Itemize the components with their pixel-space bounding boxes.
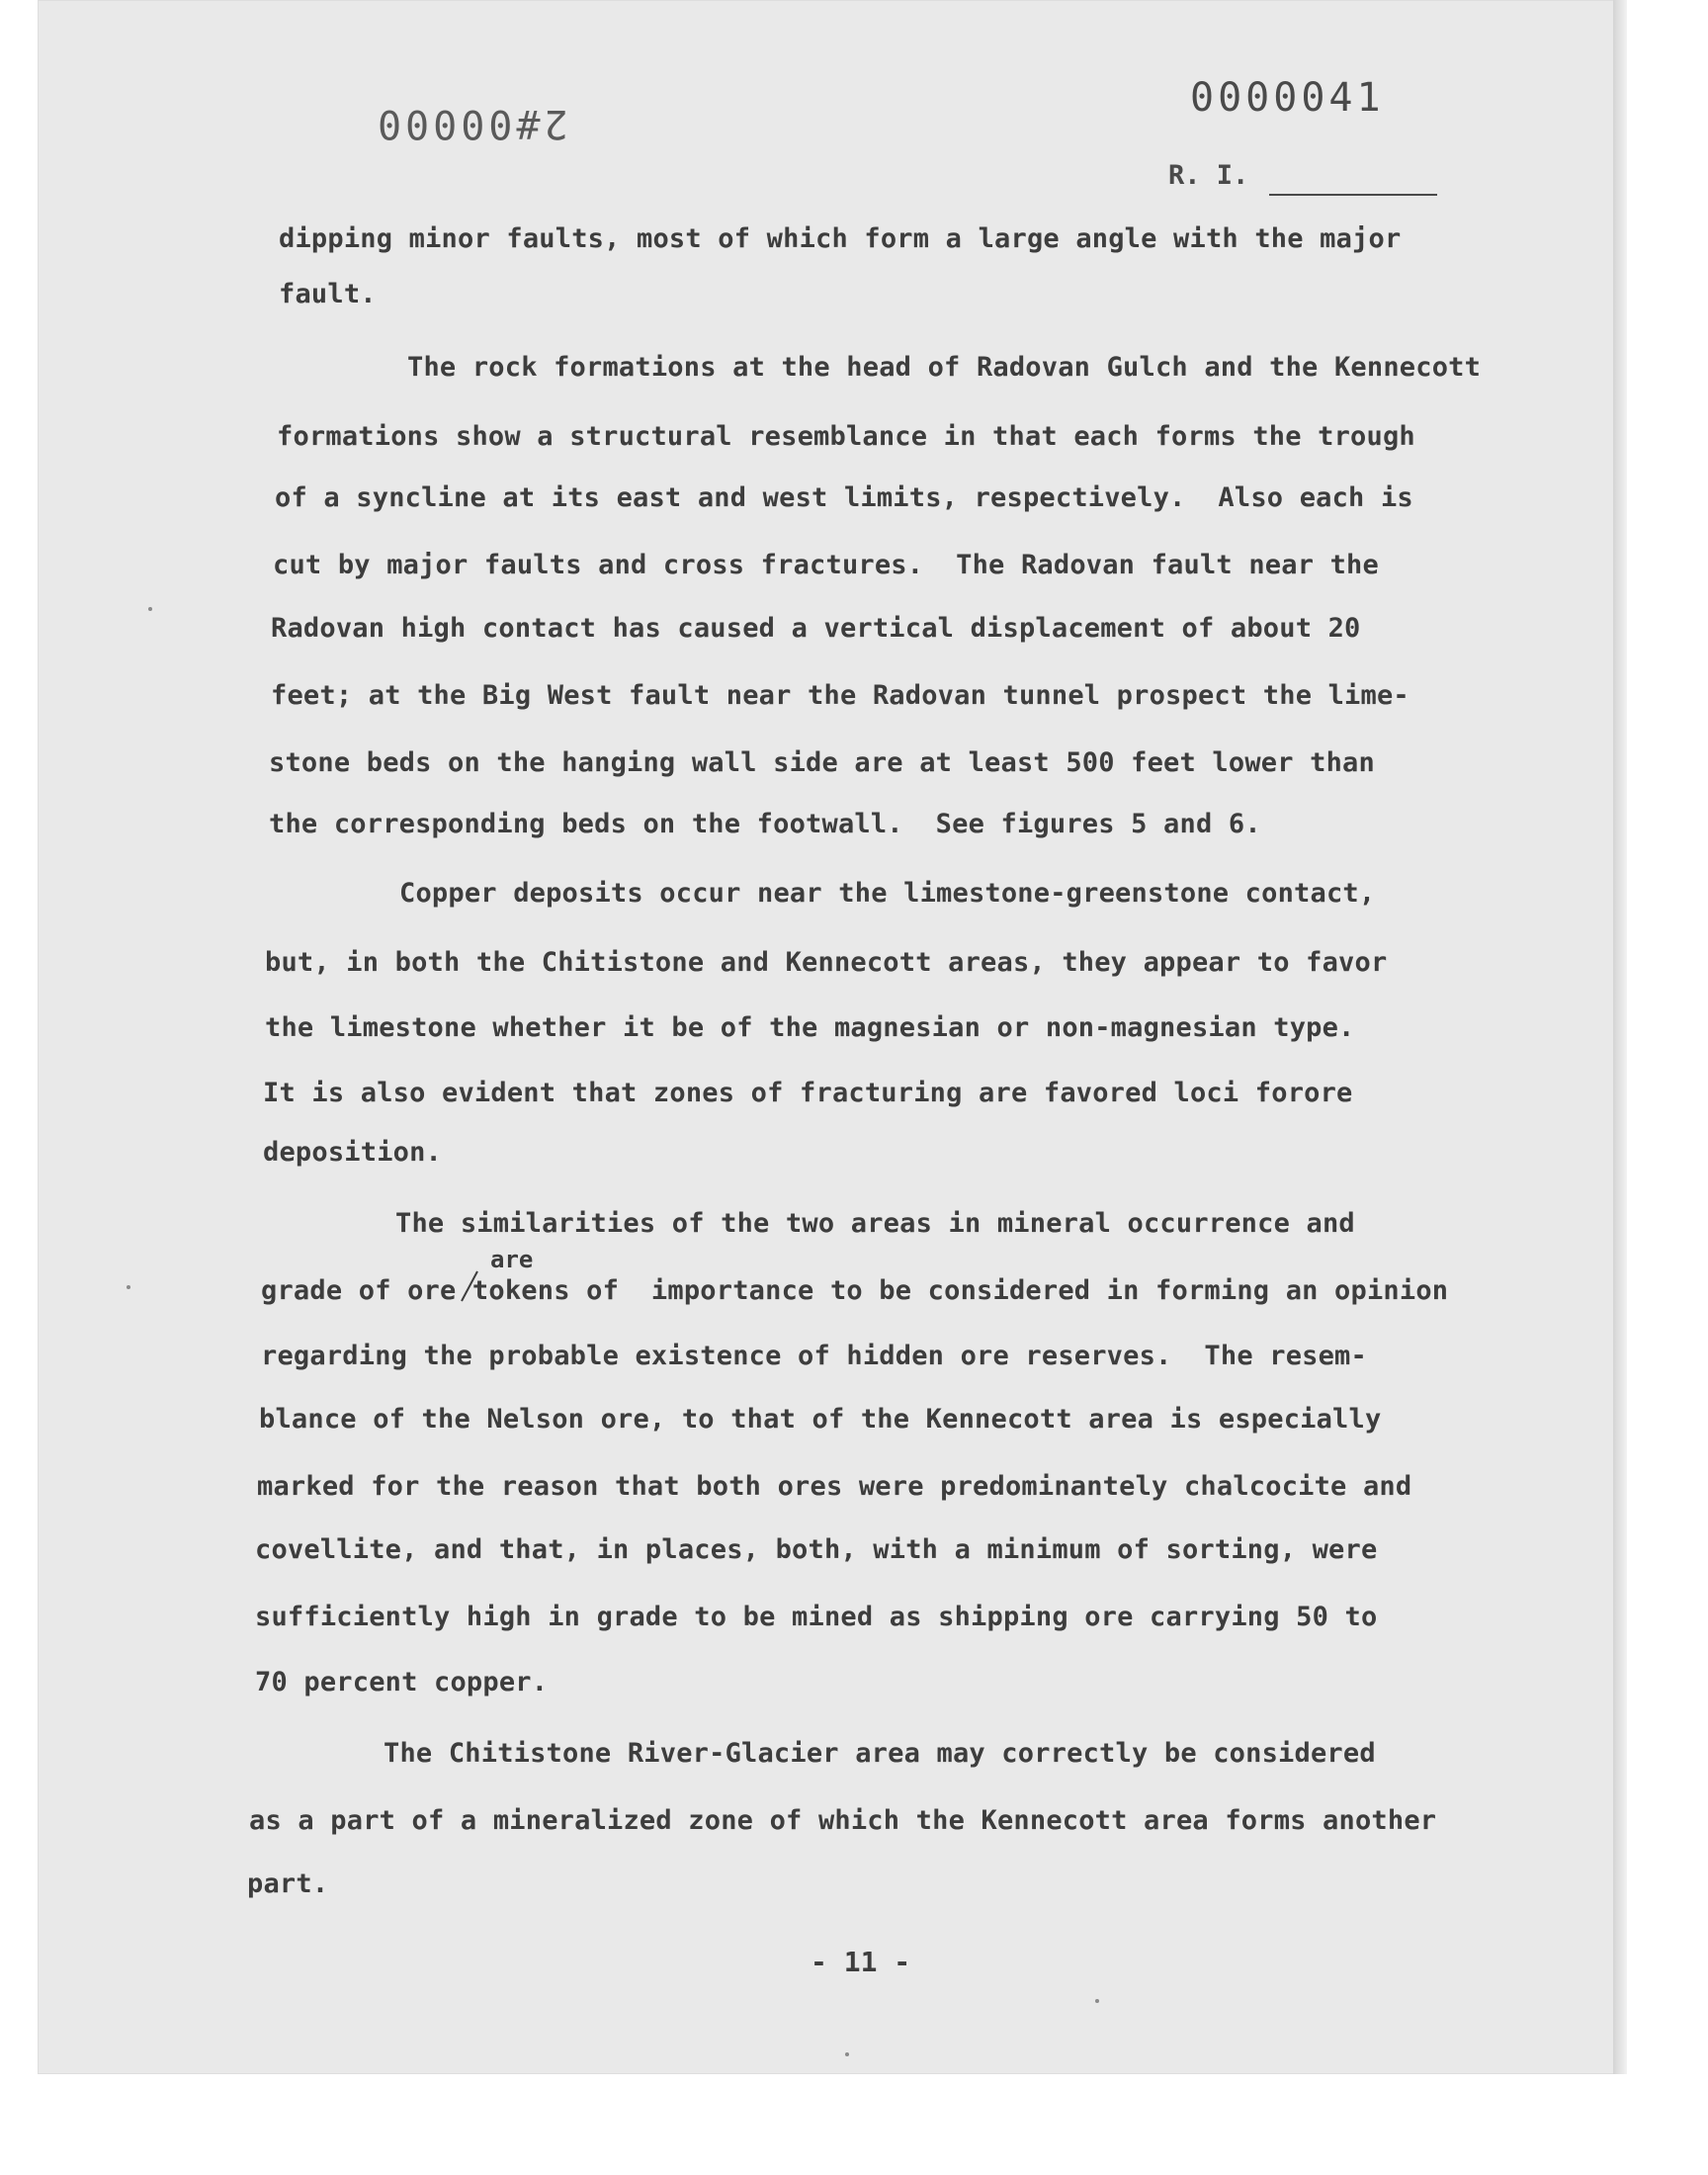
body-line: covellite, and that, in places, both, with a minimum of sorting, were <box>255 1534 1378 1565</box>
body-line: marked for the reason that both ores were predominantely chalcocite and <box>257 1471 1412 1502</box>
scan-speck <box>845 2052 849 2056</box>
body-line: deposition. <box>263 1137 443 1168</box>
body-line: the limestone whether it be of the magnesian or non-magnesian type. <box>265 1012 1355 1043</box>
body-line: 70 percent copper. <box>255 1667 549 1697</box>
body-line: The similarities of the two areas in mineral occurrence and <box>395 1208 1355 1239</box>
body-line: of a syncline at its east and west limits, respectively. Also each is <box>275 482 1413 513</box>
body-line: cut by major faults and cross fractures. The Radovan fault near the <box>273 550 1379 580</box>
ri-label: R. I. <box>1168 160 1249 191</box>
body-line: Radovan high contact has caused a vertical displacement of about 20 <box>271 613 1361 644</box>
body-line: part. <box>247 1869 329 1899</box>
ri-blank-line <box>1269 194 1437 196</box>
body-line: grade of ore tokens of importance to be considered in forming an opinion <box>261 1275 1449 1306</box>
body-line: It is also evident that zones of fracturing are favored loci forore <box>263 1078 1353 1108</box>
document-number-stamp-right: 0000041 <box>1190 75 1385 121</box>
body-line: sufficiently high in grade to be mined as shipping ore carrying 50 to <box>255 1602 1378 1632</box>
document-number-stamp-left: 2#00000 <box>374 101 568 146</box>
scan-speck <box>1095 1999 1099 2003</box>
body-line: formations show a structural resemblance in that each forms the trough <box>277 421 1415 452</box>
body-line: The Chitistone River-Glacier area may correctly be considered <box>384 1738 1376 1769</box>
body-line: dipping minor faults, most of which form a large angle with the major <box>279 223 1402 254</box>
body-line: as a part of a mineralized zone of which the Kennecott area forms another <box>249 1805 1437 1836</box>
body-line: regarding the probable existence of hidden ore reserves. The resem- <box>261 1341 1367 1371</box>
body-line: the corresponding beds on the footwall. See figures 5 and 6. <box>269 809 1261 839</box>
scan-speck <box>148 607 152 611</box>
page-number: - 11 - <box>811 1946 911 1978</box>
scan-speck <box>127 1285 130 1289</box>
body-line: stone beds on the hanging wall side are at least 500 feet lower than <box>269 747 1375 778</box>
body-line: feet; at the Big West fault near the Radovan tunnel prospect the lime- <box>271 680 1409 711</box>
page-edge-shadow <box>1613 0 1627 2074</box>
body-line: The rock formations at the head of Radovan Gulch and the Kennecott <box>407 352 1482 383</box>
body-line: fault. <box>279 279 377 309</box>
body-line: but, in both the Chitistone and Kennecott areas, they appear to favor <box>265 947 1388 978</box>
handwritten-insertion: are <box>490 1246 534 1273</box>
body-line: Copper deposits occur near the limestone-greenstone contact, <box>399 878 1376 909</box>
body-line: blance of the Nelson ore, to that of the Kennecott area is especially <box>259 1404 1382 1435</box>
